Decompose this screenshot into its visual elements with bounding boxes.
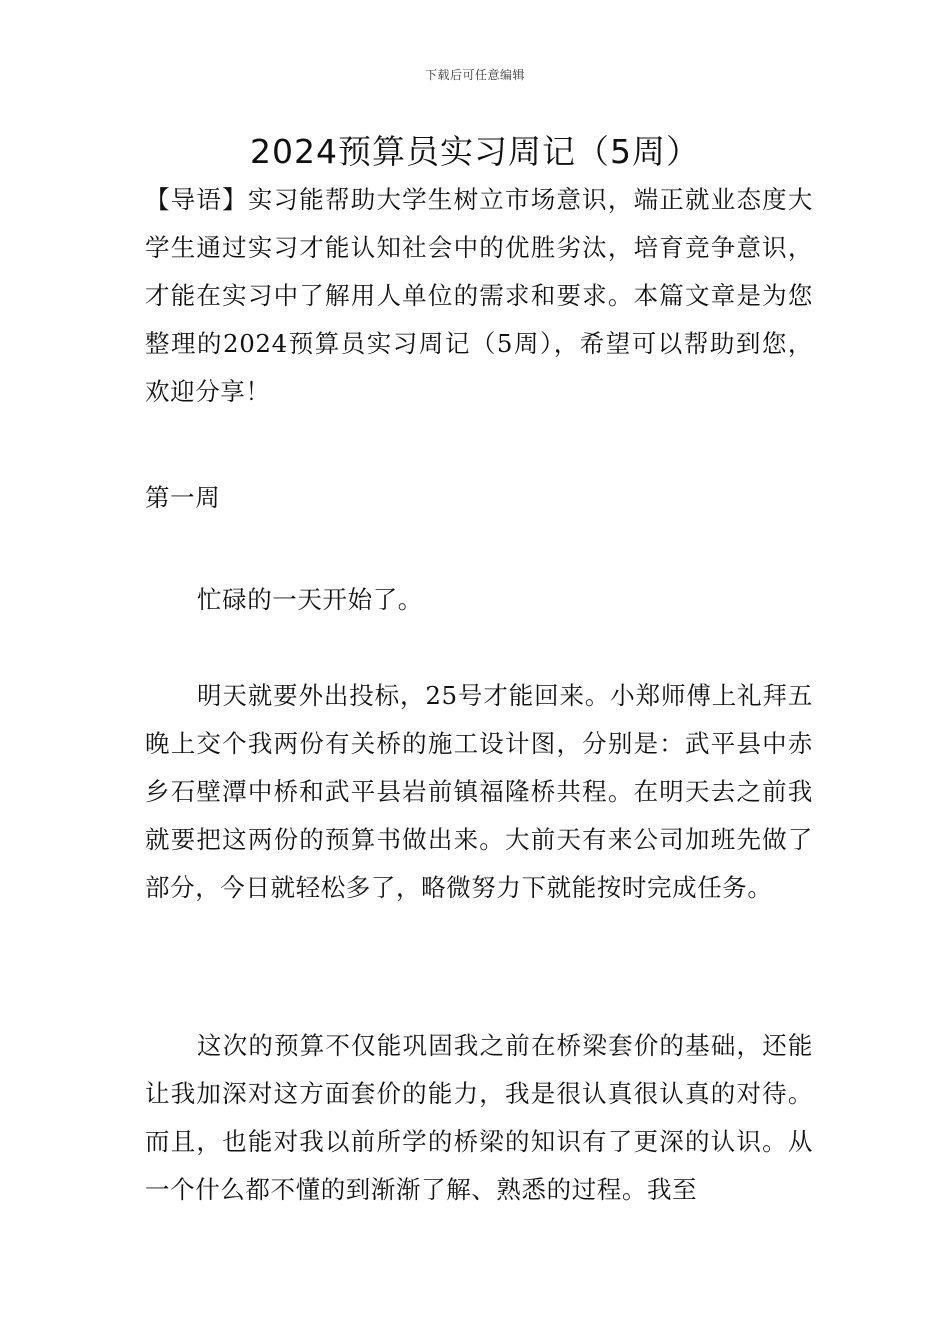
body-paragraph: 明天就要外出投标，25号才能回来。小郑师傅上礼拜五晚上交个我两份有关桥的施工设计图，分别是：武平县中赤乡石壁潭中桥和武平县岩前镇福隆桥共程。在明天去之前我就要把这两份的预算书做出来。大前天有来公司加班先做了部分，今日就轻松多了，略微努力下就能按时完成任务。 (145, 681, 813, 902)
document-title: 2024预算员实习周记（5周） (250, 132, 700, 171)
intro-paragraph: 【导语】实习能帮助大学生树立市场意识，端正就业态度大学生通过实习才能认知社会中的优胜劣汰，培育竞争意识，才能在实习中了解用人单位的需求和要求。本篇文章是为您整理的2024预算员实习周记（5周），希望可以帮助到您，欢迎分享！ (145, 185, 813, 406)
body-paragraph: 这次的预算不仅能巩固我之前在桥梁套价的基础，还能让我加深对这方面套价的能力，我是很认真很认真的对待。而且，也能对我以前所学的桥梁的知识有了更深的认识。从一个什么都不懂的到渐渐了解、熟悉的过程。我至 (145, 1031, 813, 1204)
week-heading: 第一周 (145, 483, 221, 512)
body-paragraph: 忙碌的一天开始了。 (197, 585, 423, 614)
page-header-note: 下载后可任意编辑 (424, 68, 525, 82)
